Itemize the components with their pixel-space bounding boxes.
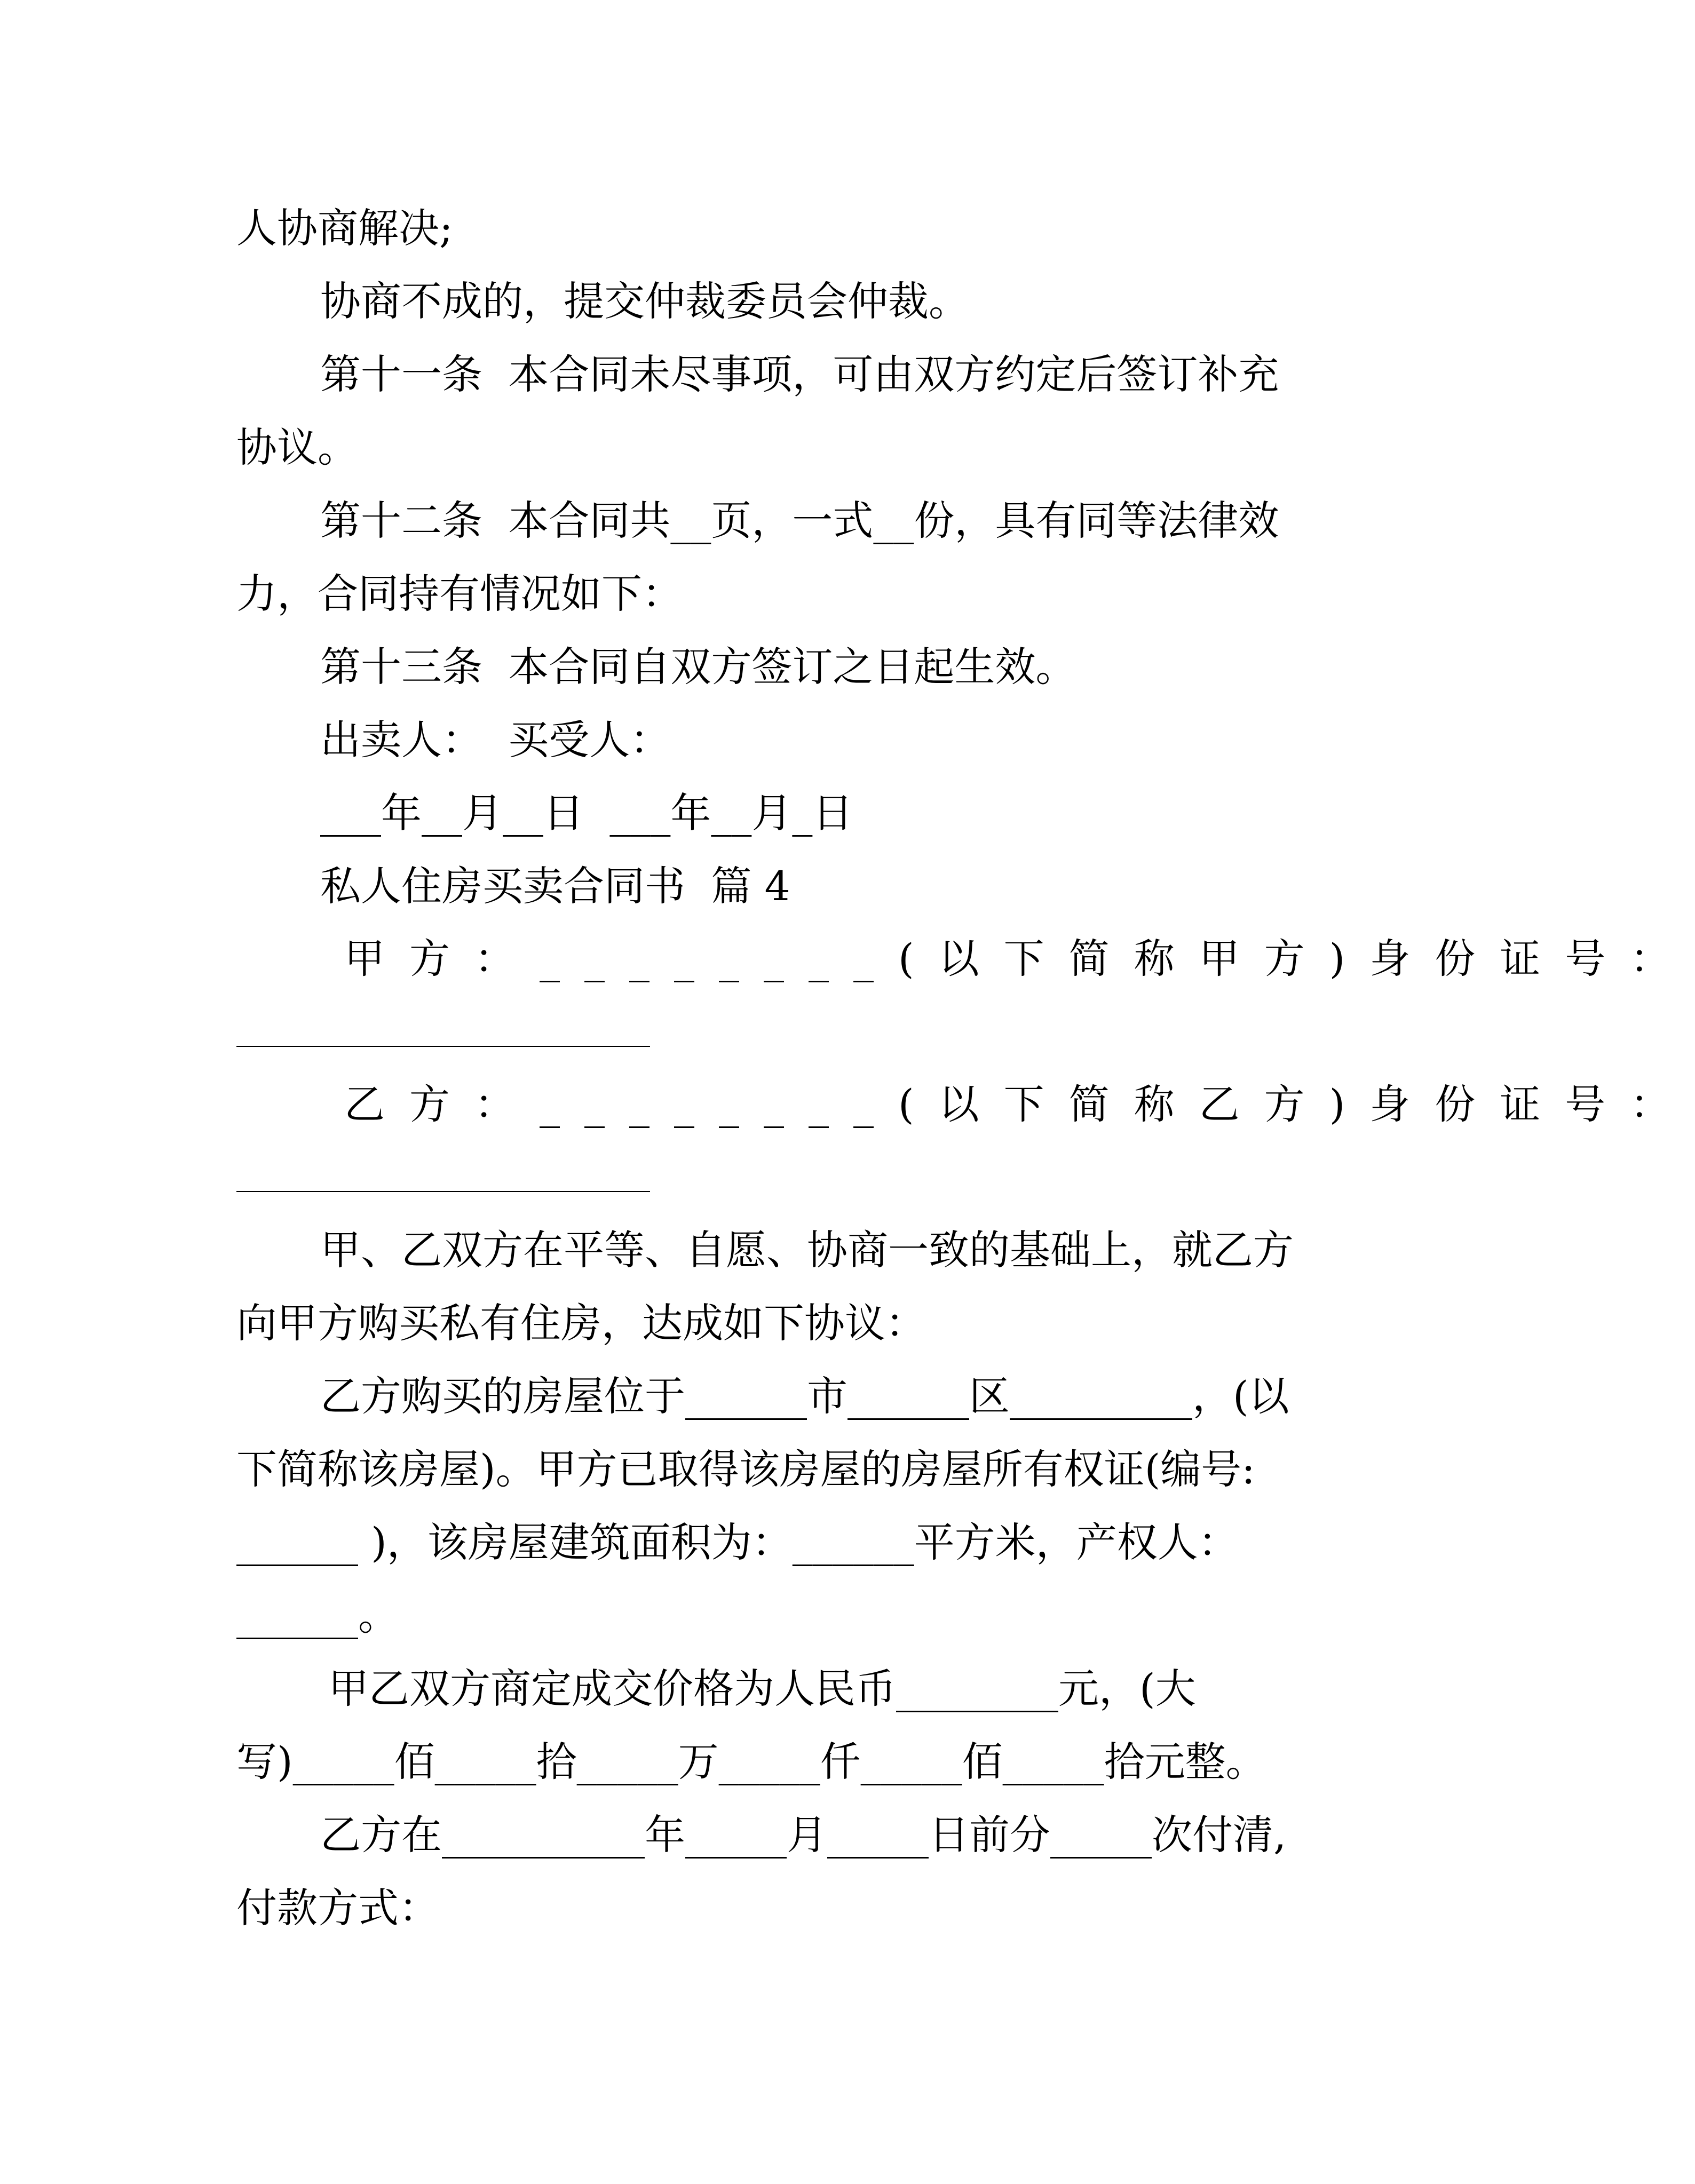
text-line: 力，合同持有情况如下： — [236, 570, 683, 617]
text-line: 第十一条 本合同未尽事项，可由双方约定后签订补充 — [320, 351, 1279, 398]
text-line: ______。 — [236, 1592, 399, 1639]
text-line: 第十三条 本合同自双方签订之日起生效。 — [320, 643, 1076, 690]
text-line: 人协商解决; — [236, 204, 453, 252]
text-line: 付款方式： — [236, 1884, 439, 1932]
text-line: 写)_____佰_____拾_____万_____仟_____佰_____拾元整。 — [236, 1738, 1266, 1785]
party-b-line: 乙方：________(以下简称乙方)身份证号： — [344, 1081, 1695, 1128]
text-line: 第十二条 本合同共__页，一式__份，具有同等法律效 — [320, 497, 1279, 544]
text-line: 下简称该房屋)。甲方已取得该房屋的房屋所有权证(编号: — [236, 1446, 1255, 1493]
text-line: 甲乙双方商定成交价格为人民币________元，(大 — [328, 1665, 1196, 1712]
text-line: ______ )，该房屋建筑面积为：______平方米，产权人： — [236, 1519, 1239, 1566]
signature-labels: 出卖人： 买受人： — [320, 716, 671, 764]
date-line: ___年__月__日 ___年__月_日 — [320, 789, 853, 837]
section-heading: 私人住房买卖合同书 篇 4 — [320, 862, 790, 910]
text-line: 协议。 — [236, 424, 358, 471]
blank-underline — [236, 1191, 650, 1192]
text-line: 甲、乙双方在平等、自愿、协商一致的基础上，就乙方 — [320, 1226, 1294, 1274]
blank-underline — [236, 1046, 650, 1047]
text-line: 乙方在__________年_____月_____日前分_____次付清, — [320, 1811, 1287, 1859]
text-line: 向甲方购买私有住房，达成如下协议： — [236, 1299, 926, 1347]
text-line: 乙方购买的房屋位于______市______区_________，(以 — [320, 1372, 1289, 1420]
text-line: 协商不成的，提交仲裁委员会仲裁。 — [320, 277, 969, 325]
party-a-line: 甲方：________(以下简称甲方)身份证号： — [344, 935, 1695, 982]
